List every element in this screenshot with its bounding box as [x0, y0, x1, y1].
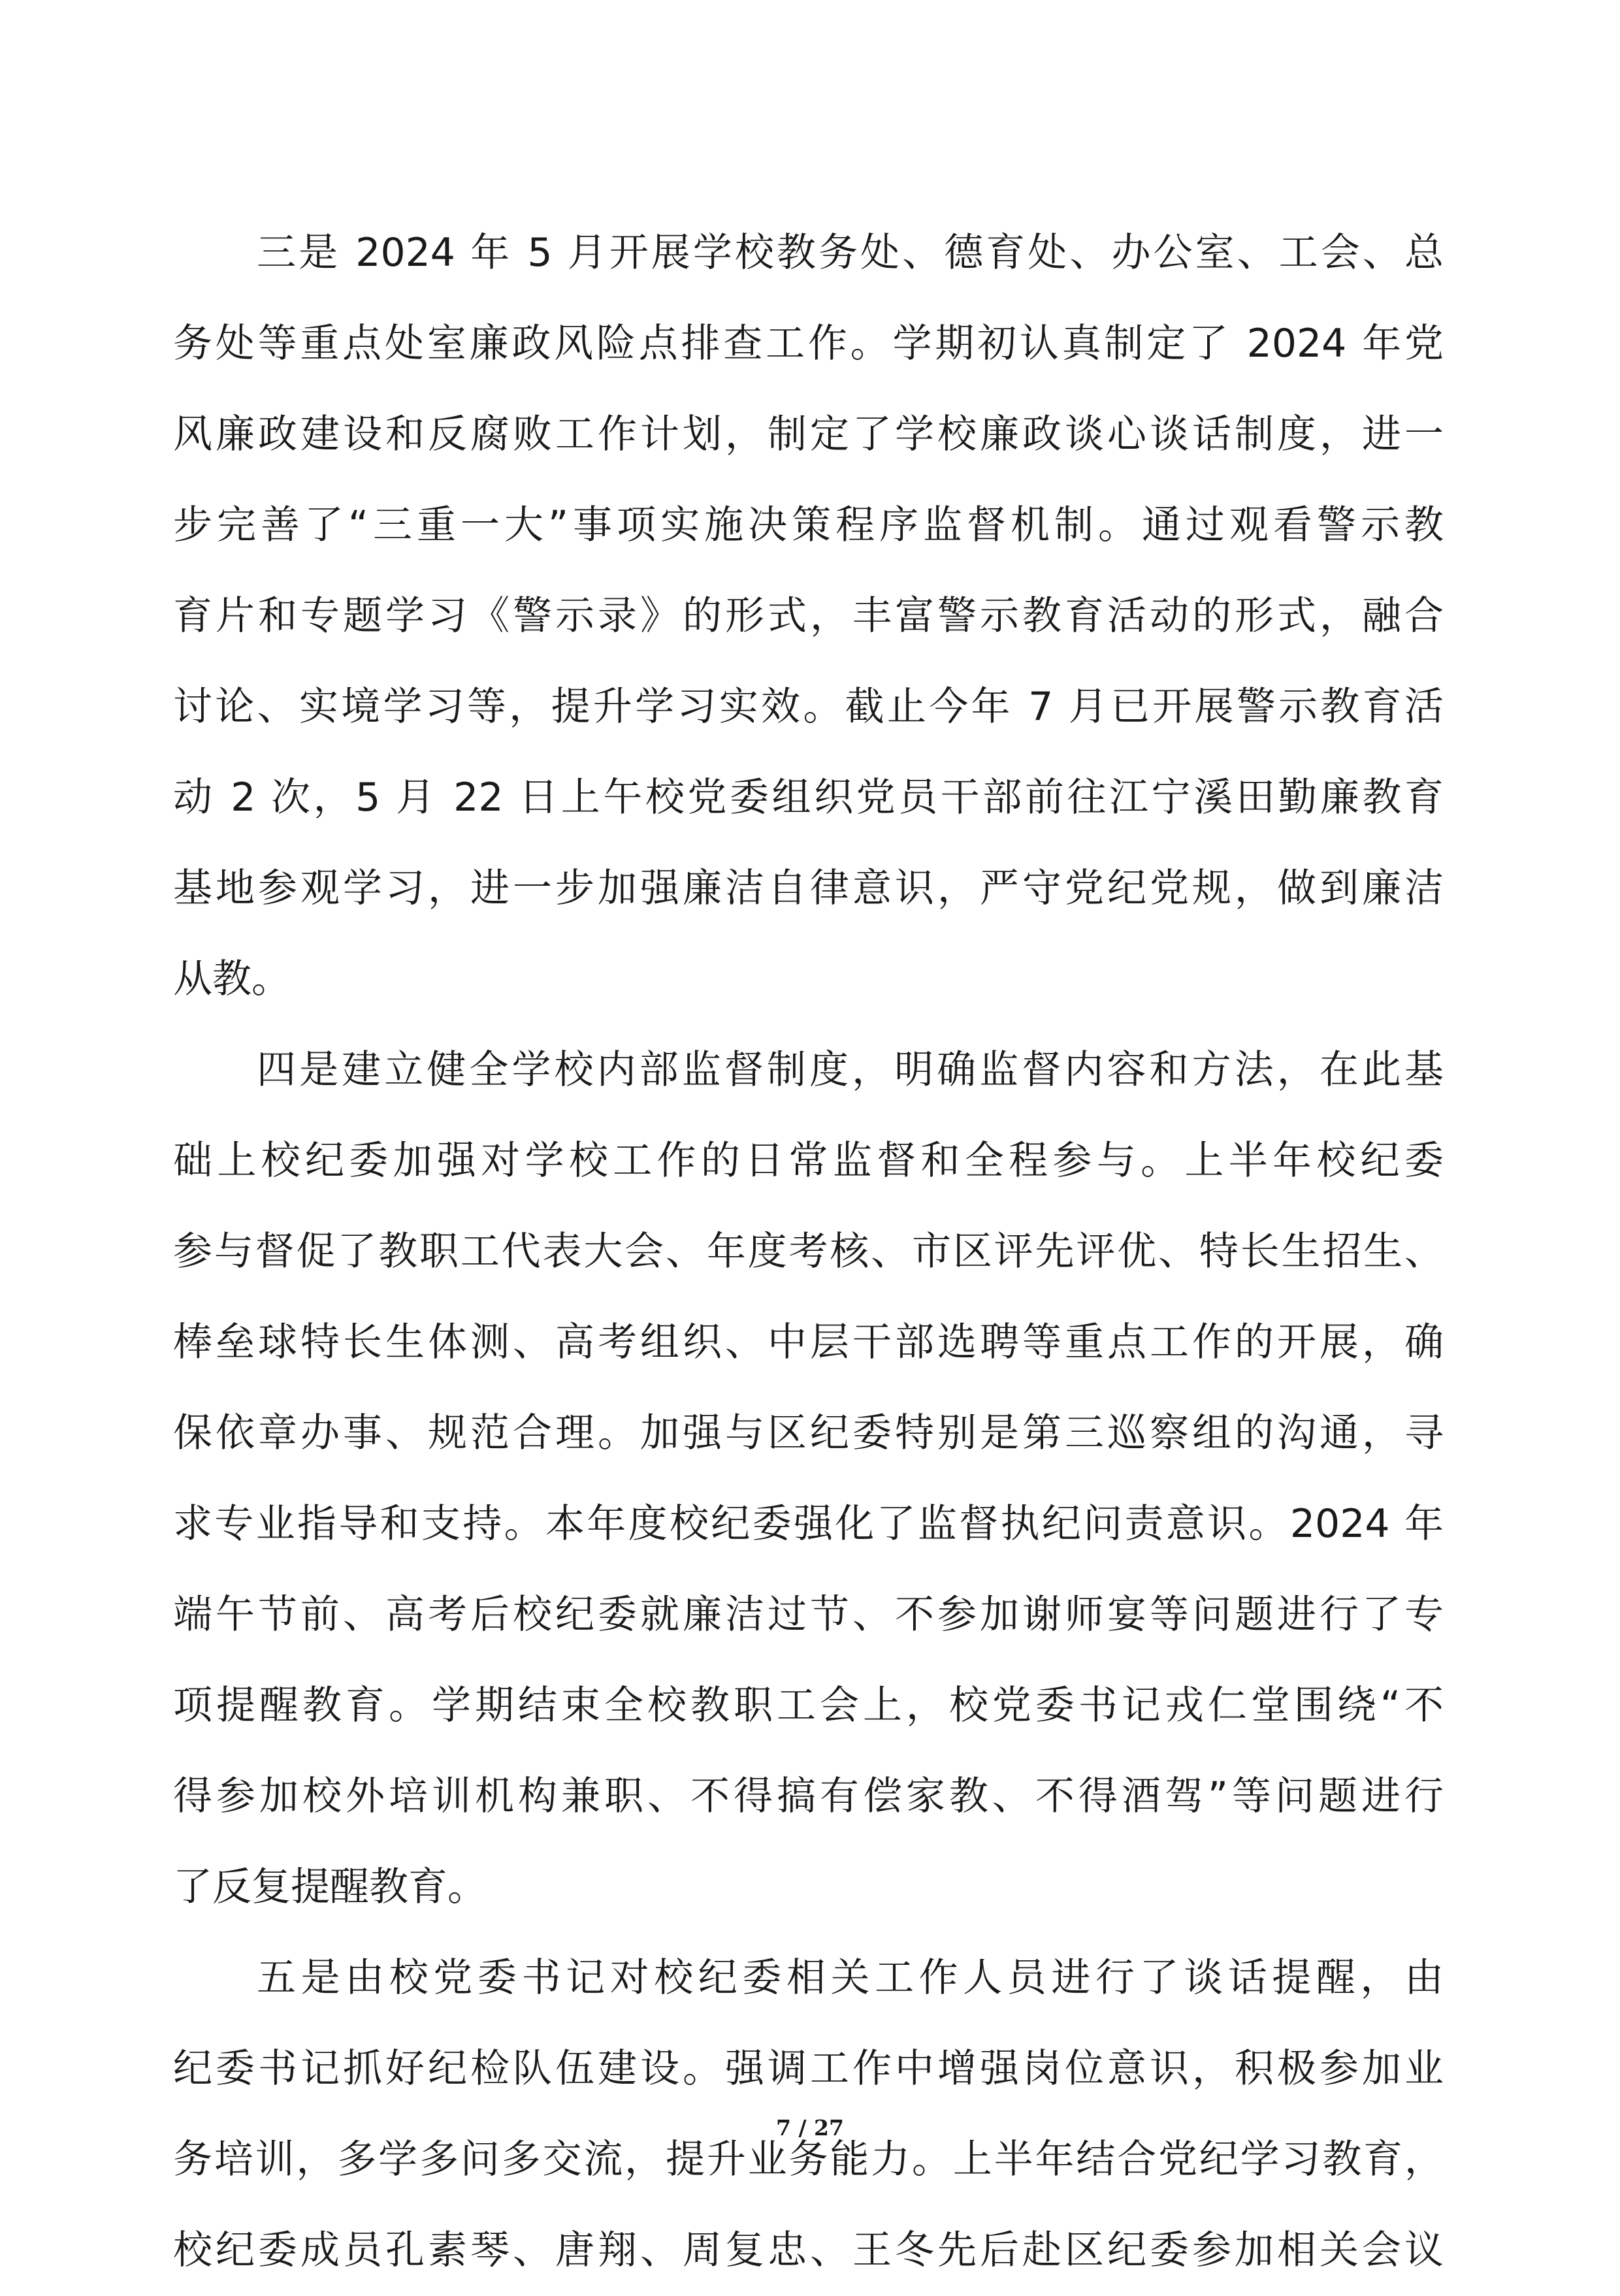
text-line: 端午节前、高考后校纪委就廉洁过节、不参加谢师宴等问题进行了专: [173, 1592, 1444, 1638]
text-line: 四是建立健全学校内部监督制度，明确监督内容和方法，在此基: [257, 1047, 1444, 1093]
text-line: 步完善了“三重一大”事项实施决策程序监督机制。通过观看警示教: [173, 502, 1444, 548]
document-body: [173, 208, 1444, 2296]
text-line: 从教。: [173, 956, 291, 1002]
text-line: 纪委书记抓好纪检队伍建设。强调工作中增强岗位意识，积极参加业: [173, 2046, 1444, 2092]
text-line: 础上校纪委加强对学校工作的日常监督和全程参与。上半年校纪委: [173, 1138, 1444, 1184]
text-line: 三是 2024 年 5 月开展学校教务处、德育处、办公室、工会、总: [257, 230, 1444, 276]
paragraph-3: [173, 208, 1444, 1025]
text-line: 务培训，多学多问多交流，提升业务能力。上半年结合党纪学习教育，: [173, 2137, 1444, 2182]
text-line: 保依章办事、规范合理。加强与区纪委特别是第三巡察组的沟通，寻: [173, 1410, 1444, 1456]
text-line: 五是由校党委书记对校纪委相关工作人员进行了谈话提醒，由: [257, 1955, 1444, 2001]
text-line: 棒垒球特长生体测、高考组织、中层干部选聘等重点工作的开展，确: [173, 1319, 1444, 1365]
text-line: 基地参观学习，进一步加强廉洁自律意识，严守党纪党规，做到廉洁: [173, 865, 1444, 911]
paragraph-5: [173, 1933, 1444, 2296]
text-line: 育片和专题学习《警示录》的形式，丰富警示教育活动的形式，融合: [173, 593, 1444, 639]
text-line: 参与督促了教职工代表大会、年度考核、市区评先评优、特长生招生、: [173, 1229, 1444, 1274]
text-line: 了反复提醒教育。: [173, 1864, 487, 1910]
text-line: 讨论、实境学习等，提升学习实效。截止今年 7 月已开展警示教育活: [173, 684, 1444, 730]
text-line: 动 2 次，5 月 22 日上午校党委组织党员干部前往江宁溪田勤廉教育: [173, 775, 1444, 820]
text-line: 项提醒教育。学期结束全校教职工会上，校党委书记戎仁堂围绕“不: [173, 1683, 1444, 1728]
text-line: 务处等重点处室廉政风险点排查工作。学期初认真制定了 2024 年党: [173, 321, 1444, 366]
text-line: 求专业指导和支持。本年度校纪委强化了监督执纪问责意识。2024 年: [173, 1501, 1444, 1547]
text-line: 风廉政建设和反腐败工作计划，制定了学校廉政谈心谈话制度，进一: [173, 412, 1444, 457]
text-line: 得参加校外培训机构兼职、不得搞有偿家教、不得酒驾”等问题进行: [173, 1773, 1444, 1819]
text-line: 校纪委成员孔素琴、唐翔、周复忠、王冬先后赴区纪委参加相关会议: [173, 2227, 1444, 2273]
paragraph-4: [173, 1025, 1444, 1933]
page-number: 7 / 27: [776, 2115, 844, 2141]
